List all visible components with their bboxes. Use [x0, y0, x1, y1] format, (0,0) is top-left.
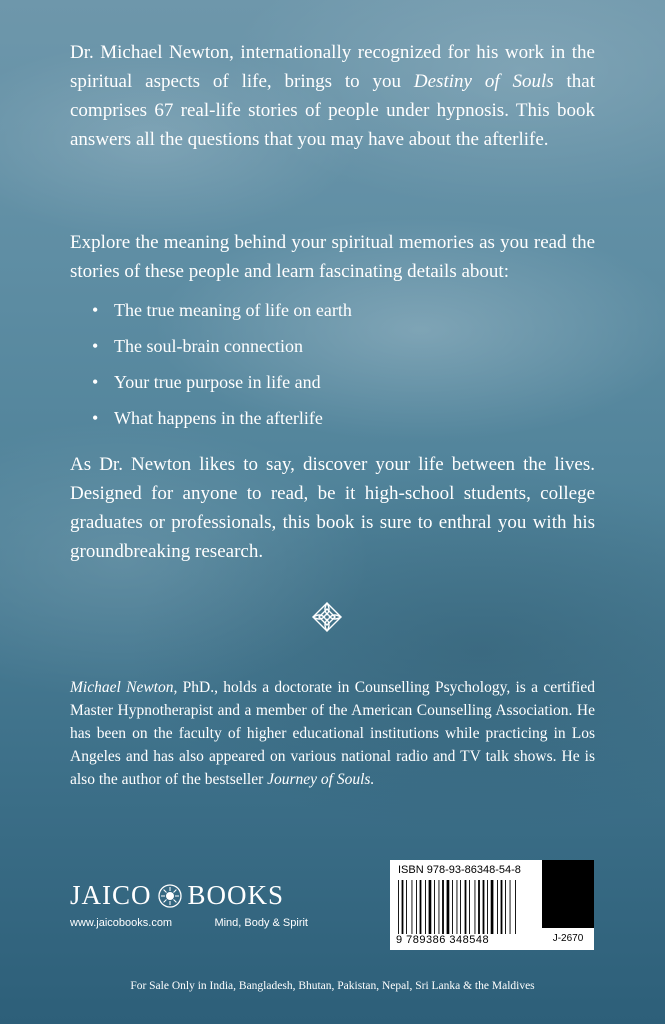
price-strip — [542, 860, 594, 928]
isbn-barcode-box — [390, 860, 542, 950]
isbn-label: ISBN 978-93-86348-54-8 — [398, 864, 521, 876]
publisher-name-left: JAICO — [70, 880, 152, 910]
book-title-destiny: Destiny of Souls — [413, 71, 554, 92]
bullet-icon: • — [92, 336, 99, 356]
list-item: • What happens in the afterlife — [92, 400, 352, 436]
intro-text-a: Dr. Michael Newton, internationally recognized for his work in the spiritual aspects of life, brings to you — [70, 42, 595, 92]
bio-text: , PhD., holds a doctorate in Counselling Psychology, is a certified Master Hypnotherapist and a member of the American Counselling Association. He has been on the faculty of higher educational institutions while practicing in Los Angeles and has also appeared on various national radio and TV talk shows. He is also the author of the bestseller — [70, 679, 595, 788]
intro-text-b: that comprises 67 real-life stories of people under hypnosis. This book answers all the questions that you may have about the afterlife. — [70, 71, 596, 150]
closing-paragraph: As Dr. Newton likes to say, discover your life between the lives. Designed for anyone to read, be it high-school students, college graduates or professionals, this book is sure to enthral you with his groundbreaking research. — [70, 454, 595, 562]
publisher-category: Mind, Body & Spirit — [214, 917, 308, 929]
sale-territory-footer: For Sale Only in India, Bangladesh, Bhutan, Pakistan, Nepal, Sri Lanka & the Maldives — [130, 980, 535, 992]
bullet-icon: • — [92, 300, 99, 320]
barcode-icon — [396, 880, 536, 934]
author-bio — [70, 676, 595, 791]
feature-list — [92, 292, 352, 436]
intro-paragraph — [70, 38, 595, 154]
publisher-website: www.jaicobooks.com — [70, 917, 173, 929]
list-item: • The soul-brain connection — [92, 328, 352, 364]
diamond-flourish-icon — [311, 601, 343, 633]
publisher-block — [70, 880, 360, 929]
isbn-digits: 9 789386 348548 — [396, 934, 490, 946]
list-item: • The true meaning of life on earth — [92, 292, 352, 328]
bullet-icon: • — [92, 408, 99, 428]
sunburst-logo-icon — [158, 884, 182, 908]
bullet-icon: • — [92, 372, 99, 392]
book-title-journey: Journey of Souls. — [267, 771, 375, 788]
product-code: J-2670 — [542, 928, 594, 950]
list-item: • Your true purpose in life and — [92, 364, 352, 400]
author-name: Michael Newton — [70, 679, 174, 696]
explore-paragraph: Explore the meaning behind your spiritual memories as you read the stories of these people and learn fascinating details about: — [70, 232, 595, 282]
publisher-name-right: BOOKS — [187, 880, 285, 910]
